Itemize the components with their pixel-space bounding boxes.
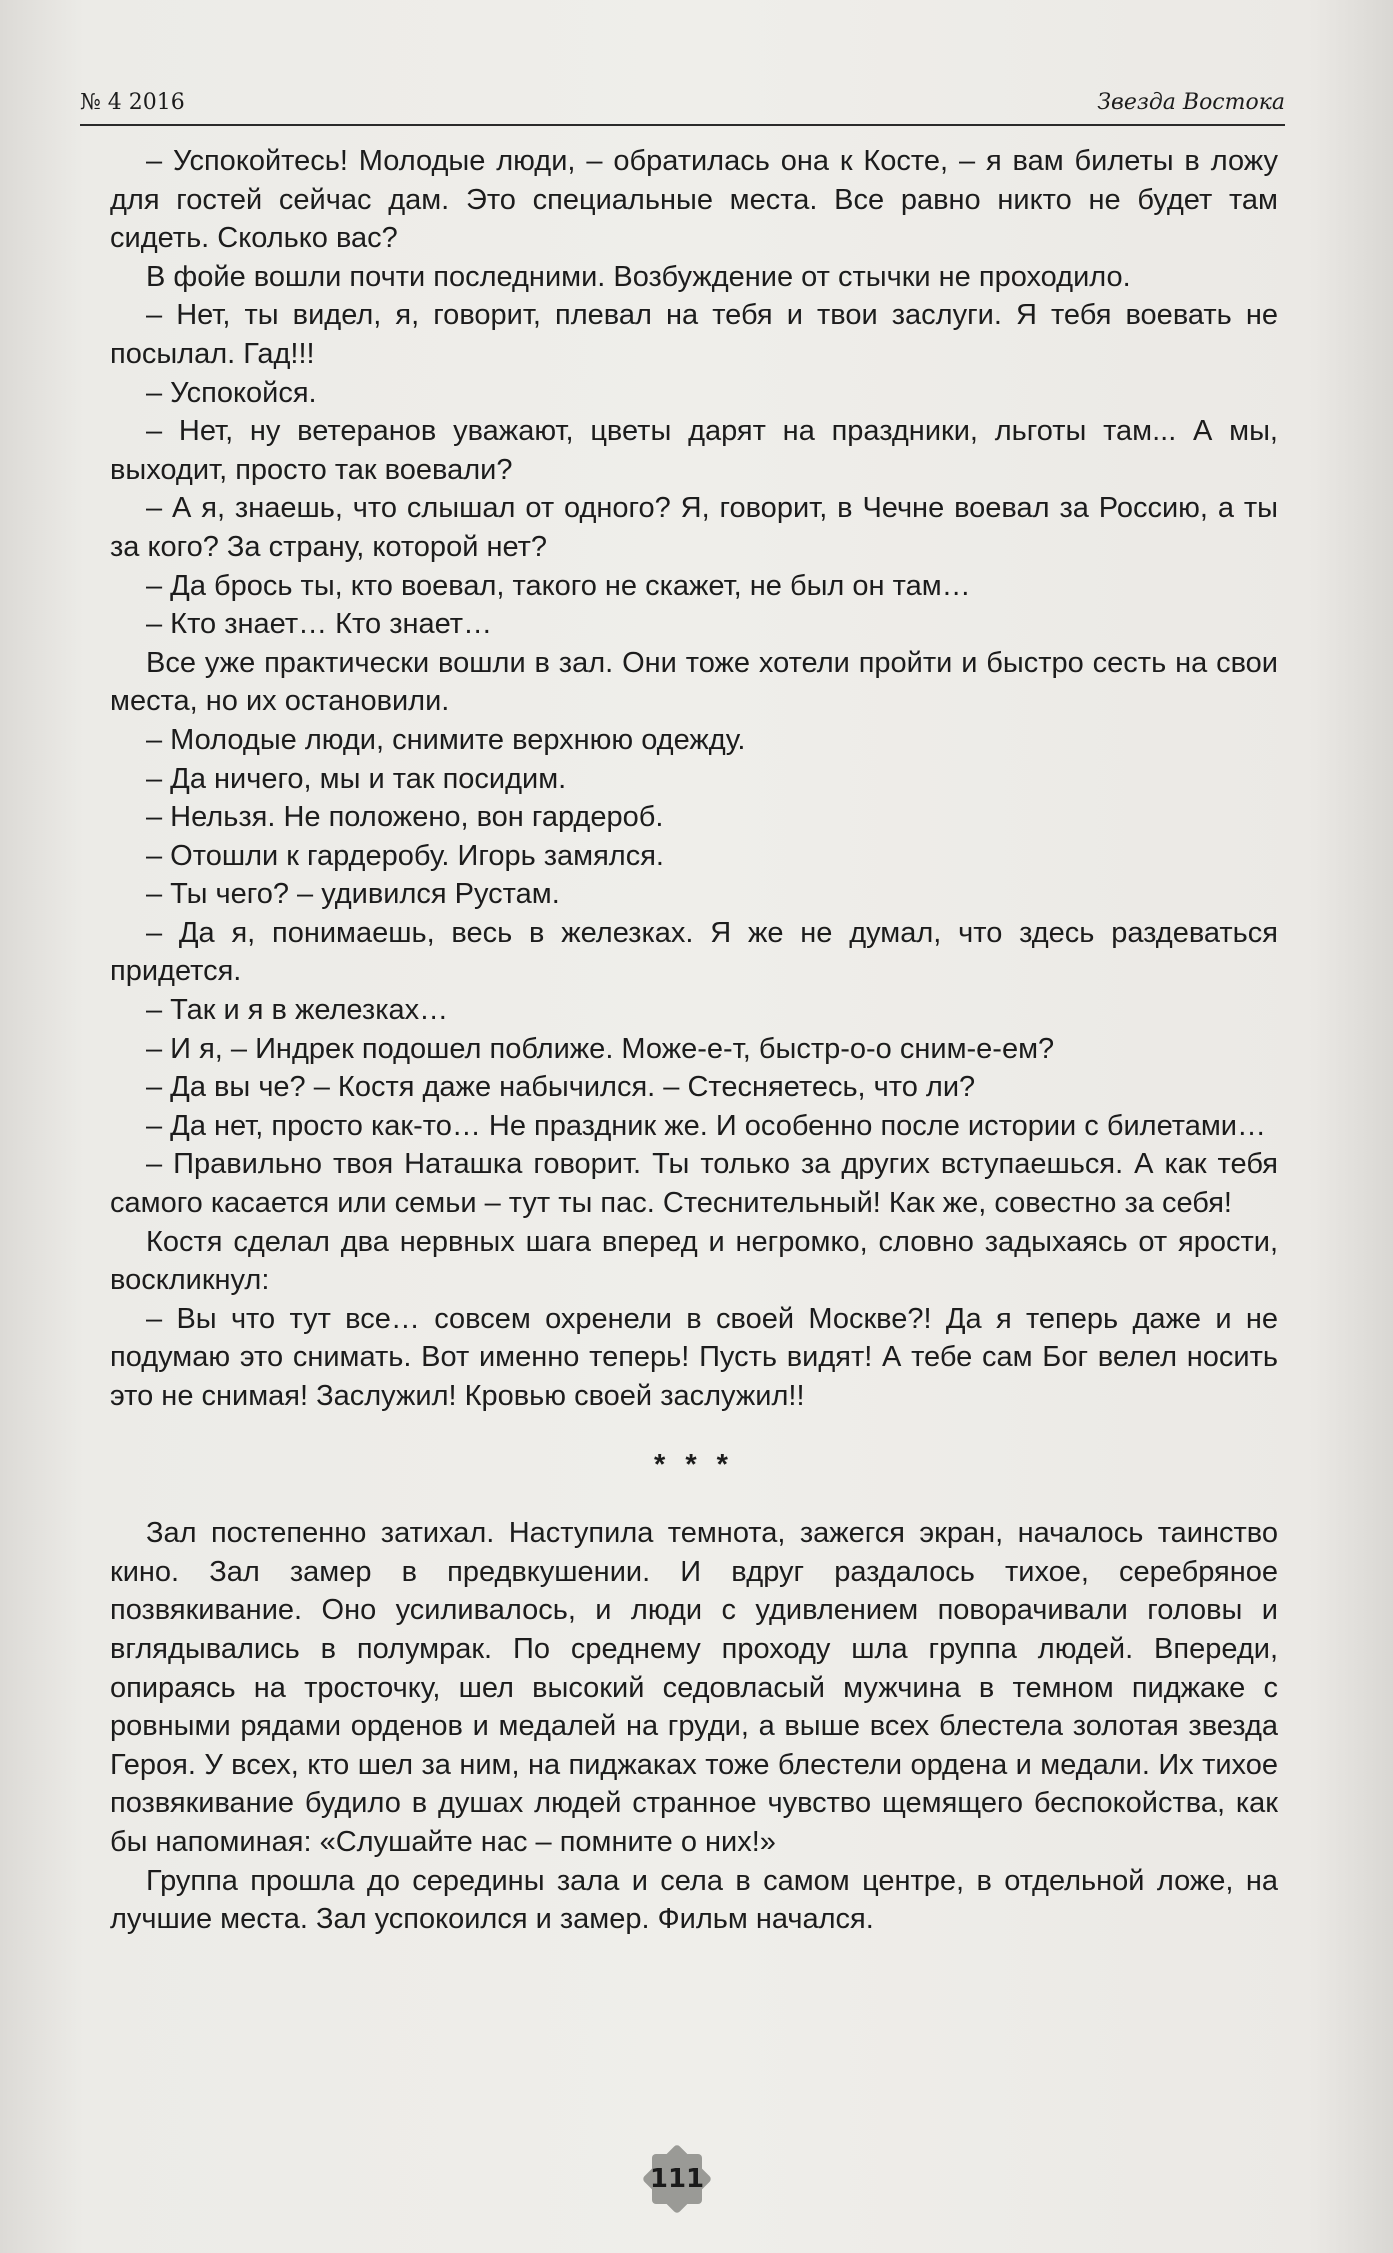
paragraph: Костя сделал два нервных шага вперед и негромко, словно задыхаясь от ярости, воскликнул: [110,1225,1278,1297]
section-separator: * * * [654,1448,734,1481]
paragraph: – Вы что тут все… совсем охренели в своей Москве?! Да я теперь даже и не подумаю это снимать. Вот именно теперь! Пусть видят! А тебе сам Бог велел носить это не снимая! Заслужил! Кровью своей заслужил!! [110,1302,1278,1412]
paragraph: – Да вы че? – Костя даже набычился. – Стесняетесь, что ли? [146,1071,976,1104]
paragraph: – Кто знает… Кто знает… [146,608,493,641]
paragraph: – Да я, понимаешь, весь в железках. Я же не думал, что здесь раздеваться придется. [110,916,1278,988]
paragraph: – Нельзя. Не положено, вон гардероб. [146,801,664,834]
paragraph: – Правильно твоя Наташка говорит. Ты только за других вступаешься. А как тебя самого касается или семьи – тут ты пас. Стеснительный! Как же, совестно за себя! [110,1148,1278,1220]
running-header [80,84,1285,126]
paragraph: – Отошли к гардеробу. Игорь замялся. [146,839,664,872]
paragraph: – И я, – Индрек подошел поближе. Може-е-т, быстр-о-о сним-е-ем? [146,1032,1055,1065]
page-footer [0,2140,1393,2220]
paragraph: Все уже практически вошли в зал. Они тоже хотели пройти и быстро сесть на свои места, но их остановили. [110,646,1278,718]
paragraph: – Так и я в железках… [146,994,449,1027]
paragraph: – Успокойся. [146,376,317,409]
paragraph: – Ты чего? – удивился Рустам. [146,878,560,911]
paragraph: – Нет, ну ветеранов уважают, цветы дарят на праздники, льготы там... А мы, выходит, просто так воевали? [110,415,1278,486]
issue-info: № 4 2016 [80,90,185,115]
page-number: 111 [649,2164,705,2194]
paragraph: – Нет, ты видел, я, говорит, плевал на тебя и твои заслуги. Я тебя воевать не посылал. Гад!!! [110,299,1278,370]
page-number-badge [638,2140,716,2218]
paragraph: – Молодые люди, снимите верхнюю одежду. [146,723,746,756]
paragraph: – А я, знаешь, что слышал от одного? Я, говорит, в Чечне воевал за Россию, а ты за кого? За страну, которой нет? [110,492,1278,563]
paragraph: – Успокойтесь! Молодые люди, – обратилась она к Косте, – я вам билеты в ложу для гостей сейчас дам. Это специальные места. Все равно никто не будет там сидеть. Сколько вас? [110,145,1278,255]
paragraph: Зал постепенно затихал. Наступила темнота, зажегся экран, началось таинство кино. Зал замер в предвкушении. И вдруг раздалось тихое, серебряное позвякивание. Оно усиливалось, и люди с удивлением поворачивали головы и вглядывались в полумрак. По среднему проходу шла группа людей. Впереди, опираясь на тросточку, шел высокий седовласый мужчина в темном пиджаке с ровными рядами орденов и медалей на груди, а выше всех блестела золотая звезда Героя. У всех, кто шел за ним, на пиджаках тоже блестели ордена и медали. Их тихое позвякивание будило в душах людей странное чувство щемящего беспокойства, как бы напоминая: «Слушайте нас – помните о них!» [110,1517,1278,1858]
journal-title: Звезда Востока [1097,90,1285,115]
paragraph: В фойе вошли почти последними. Возбуждение от стычки не проходило. [146,260,1131,293]
paragraph: Группа прошла до середины зала и села в самом центре, в отдельной ложе, на лучшие места. Зал успокоился и замер. Фильм начался. [110,1864,1278,1936]
paragraph: – Да нет, просто как-то… Не праздник же. И особенно после истории с билетами… [146,1109,1266,1142]
article-body [110,142,1278,1939]
paragraph: – Да брось ты, кто воевал, такого не скажет, не был он там… [146,569,971,602]
paragraph: – Да ничего, мы и так посидим. [146,762,567,795]
